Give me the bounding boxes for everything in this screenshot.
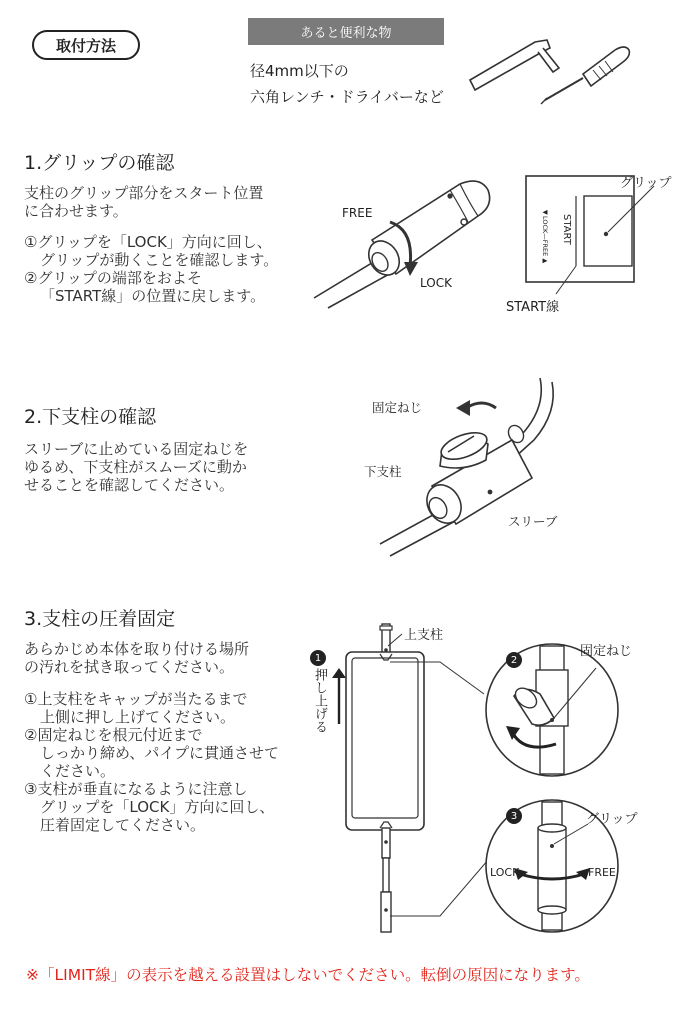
step2-text [24, 440, 248, 494]
step3-item-1a: ①上支柱をキャップが当たるまで [24, 690, 248, 708]
step1-title: 1.グリップの確認 [24, 152, 175, 174]
step3-item-1b: 上側に押し上げてください。 [40, 708, 236, 726]
step3-item-3b: グリップを「LOCK」方向に回し、 [40, 798, 275, 816]
step2-title: 2.下支柱の確認 [24, 406, 157, 428]
step1-start-line-label: START線 [506, 300, 560, 315]
step1-lock-label: LOCK [420, 276, 452, 290]
step2-line-3: せることを確認してください。 [24, 476, 235, 494]
step1-item-2b: 「START線」の位置に戻します。 [40, 287, 266, 305]
step3-item-3a: ③支柱が垂直になるように注意し [24, 780, 248, 798]
step1-lock-free-text: ◀LOCK—FREE▶ [541, 208, 549, 265]
section-badge: 取付方法 [32, 30, 140, 60]
tools-text [250, 58, 444, 110]
step1-item-1b: グリップが動くことを確認します。 [40, 251, 279, 269]
step3-upper-label: 上支柱 [404, 628, 444, 643]
step3-intro-2: の汚れを拭き取ってください。 [24, 658, 235, 676]
step3-grip-label: グリップ [586, 812, 638, 827]
step1-free-label: FREE [342, 206, 373, 220]
step1-intro-1: 支柱のグリップ部分をスタート位置 [24, 184, 264, 202]
step1-item-2a: ②グリップの端部をおよそ [24, 269, 202, 287]
step3-num-2: 2 [506, 652, 522, 668]
step3-item-2b: しっかり締め、パイプに貫通させて [40, 744, 279, 762]
step3-item-3c: 圧着固定してください。 [40, 816, 206, 834]
tools-title: あると便利な物 [248, 18, 444, 45]
step3-free-label: FREE [588, 866, 616, 879]
screw-tighten-detail [484, 640, 624, 780]
step2-sleeve-label: スリーブ [508, 514, 558, 529]
step1-grip-label: グリップ [620, 176, 672, 191]
step2-line-2: ゆるめ、下支柱がスムーズに動か [24, 458, 247, 476]
tools-line-2: 六角レンチ・ドライバーなど [250, 88, 444, 106]
step3-item-2a: ②固定ねじを根元付近まで [24, 726, 203, 744]
step2-line-1: スリーブに止めている固定ねじを [24, 440, 249, 458]
step1-intro-2: に合わせます。 [24, 202, 128, 220]
step3-screw-label: 固定ねじ [580, 644, 633, 659]
step3-title: 3.支柱の圧着固定 [24, 608, 176, 630]
step1-item-1a: ①グリップを「LOCK」方向に回し、 [24, 233, 272, 251]
step2-lower-label: 下支柱 [364, 464, 402, 479]
step3-intro-1: あらかじめ本体を取り付ける場所 [24, 640, 250, 658]
warning-note: ※「LIMIT線」の表示を越える設置はしないでください。転倒の原因になります。 [26, 966, 590, 984]
hex-wrench-screwdriver-icon [465, 28, 645, 118]
step1-text [24, 184, 278, 305]
step3-push-label: 押し上げる [312, 668, 327, 733]
step3-lock-label: LOCK [490, 866, 520, 879]
step3-num-1: 1 [310, 650, 326, 666]
step3-item-2c: ください。 [40, 762, 116, 780]
grip-rotation-illustration [310, 170, 500, 310]
callout-lines [380, 640, 500, 940]
tools-line-1: 径4mm以下の [250, 62, 349, 80]
step3-num-3: 3 [506, 808, 522, 824]
step1-start-text: START [561, 214, 572, 245]
step3-text [24, 640, 279, 834]
step2-screw-label: 固定ねじ [372, 400, 423, 415]
